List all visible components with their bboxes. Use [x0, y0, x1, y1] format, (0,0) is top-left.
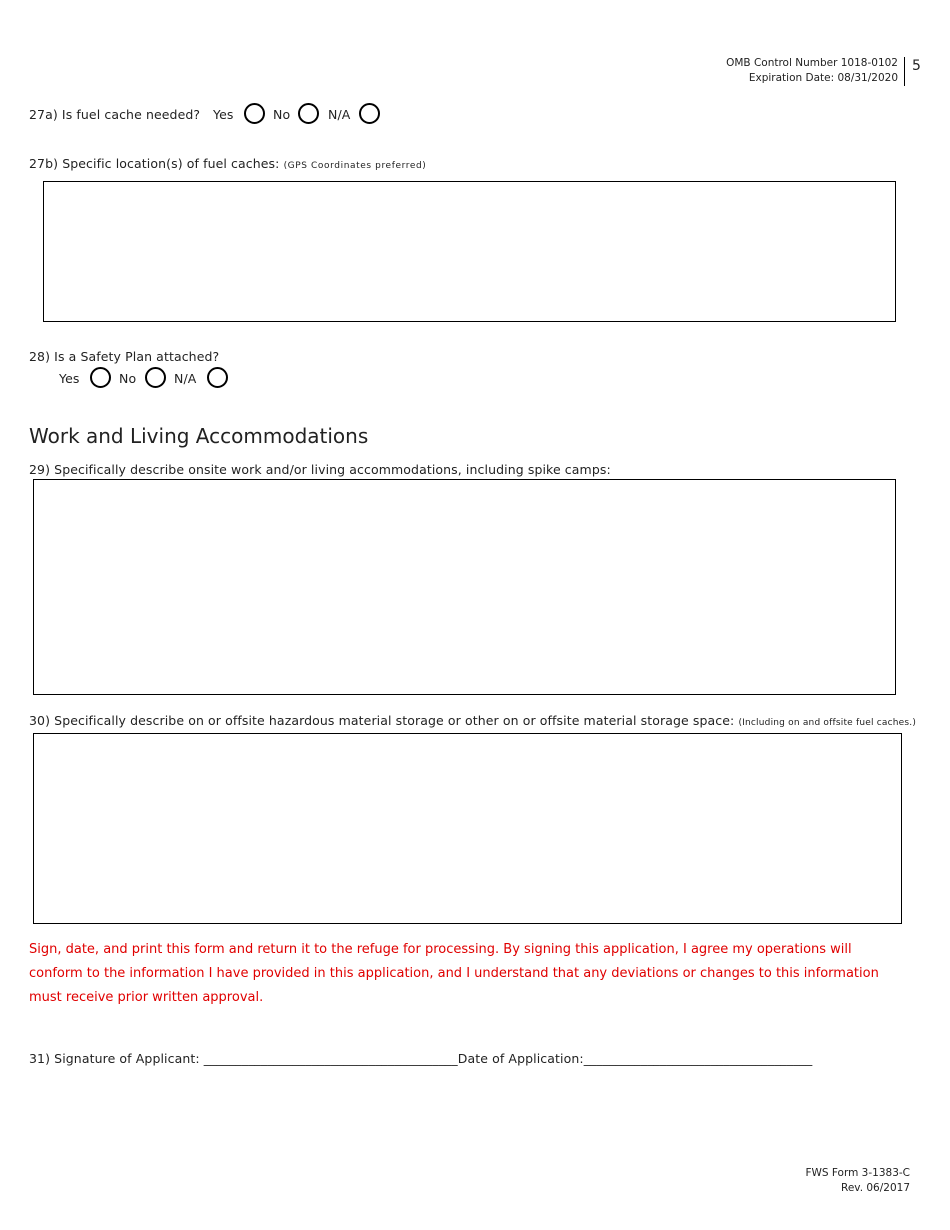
expiration-date: Expiration Date: 08/31/2020	[748, 72, 898, 84]
signature-field[interactable]: 31) Signature of Applicant: ________________________________________	[29, 1051, 458, 1066]
page-number: 5	[912, 58, 921, 74]
q27b-label: 27b) Specific location(s) of fuel caches:	[29, 156, 280, 171]
q28-yes-label: Yes	[59, 371, 80, 386]
form-revision: Rev. 06/2017	[841, 1182, 910, 1194]
q29-text-box[interactable]	[33, 479, 896, 695]
q27a-no-label: No	[273, 107, 291, 122]
q31-row	[29, 1051, 812, 1066]
q27a-label: 27a) Is fuel cache needed?	[29, 107, 201, 122]
signature-notice: Sign, date, and print this form and return it to the refuge for processing. By signing this application, I agree my operations will conform to the information I have provided in this application, and I understand that any deviations or changes to this information must receive prior written approval.	[29, 942, 879, 1005]
q28-label: 28) Is a Safety Plan attached?	[29, 349, 220, 364]
q28-yes-radio[interactable]	[90, 367, 111, 388]
q30-label: 30) Specifically describe on or offsite hazardous material storage or other on or offsite material storage space:	[29, 713, 735, 728]
form-footer	[805, 1166, 910, 1196]
section-title: Work and Living Accommodations	[29, 424, 369, 448]
omb-header	[726, 56, 898, 86]
omb-control-number: OMB Control Number 1018-0102	[726, 57, 898, 69]
q27b-text-box[interactable]	[43, 181, 896, 322]
form-id: FWS Form 3-1383-C	[805, 1167, 910, 1179]
q27b-note: (GPS Coordinates preferred)	[283, 161, 427, 171]
q28-na-radio[interactable]	[207, 367, 228, 388]
header-divider	[904, 57, 905, 86]
date-field[interactable]: Date of Application:____________________________________	[457, 1051, 813, 1066]
q28-no-radio[interactable]	[145, 367, 166, 388]
q28-no-label: No	[119, 371, 137, 386]
q28-na-label: N/A	[174, 371, 197, 386]
q27a-yes-radio[interactable]	[244, 103, 265, 124]
q30-label-row	[29, 713, 916, 728]
q29-label: 29) Specifically describe onsite work and/or living accommodations, including spike camps:	[29, 462, 611, 477]
q27a-yes-label: Yes	[213, 107, 234, 122]
q27a-na-label: N/A	[328, 107, 351, 122]
q27a-na-radio[interactable]	[359, 103, 380, 124]
q30-note: (Including on and offsite fuel caches.)	[738, 718, 917, 728]
q30-text-box[interactable]	[33, 733, 902, 924]
q27a-no-radio[interactable]	[298, 103, 319, 124]
q27b-label-row	[29, 156, 426, 171]
